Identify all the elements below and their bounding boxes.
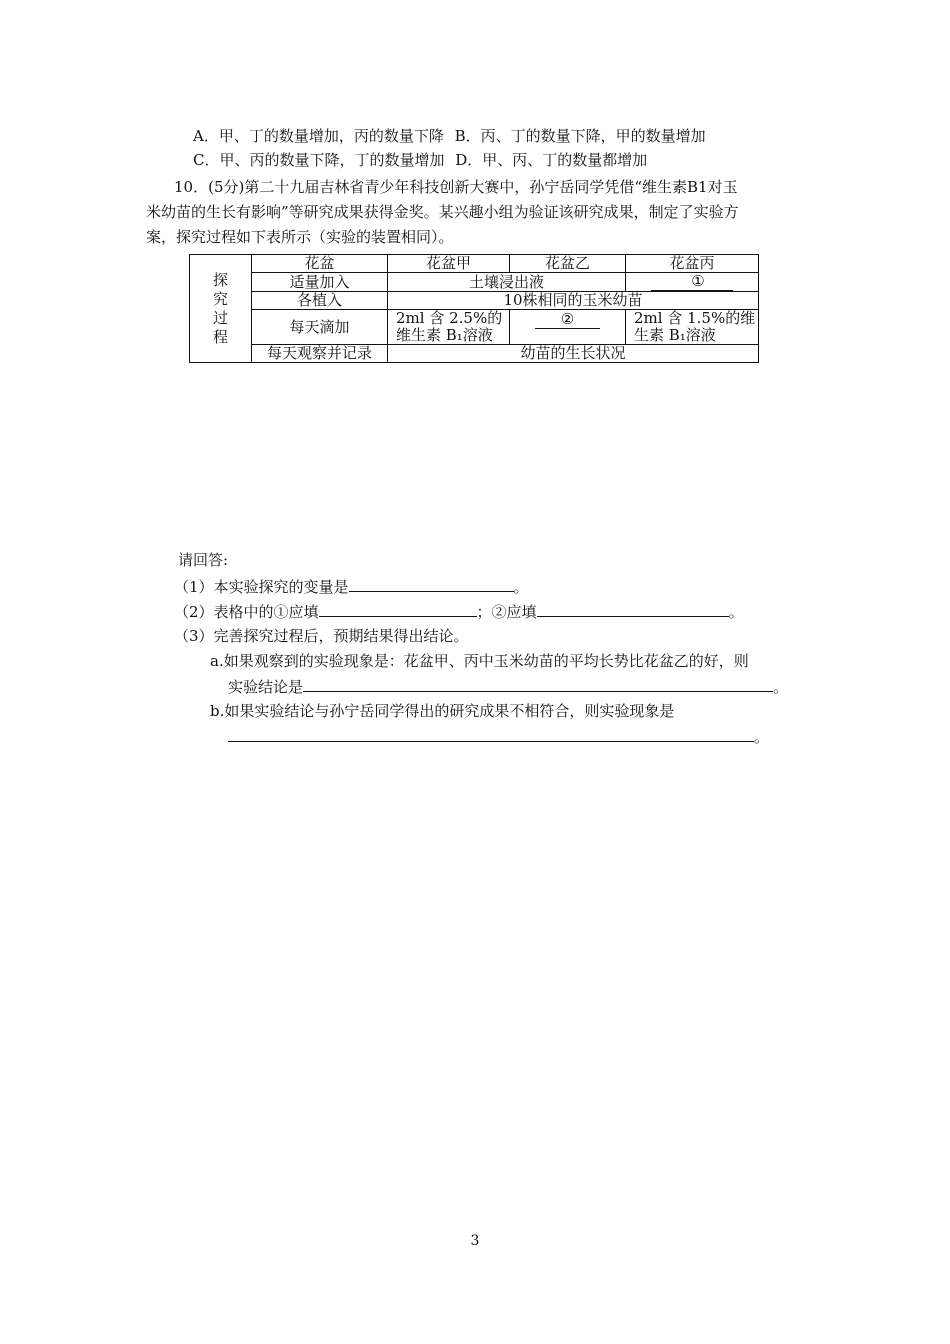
question-10-line-2: 米幼苗的生长有影响”等研究成果获得金奖。某兴趣小组为验证该研究成果，制定了实验方 — [146, 203, 739, 221]
answer-2-blank-2[interactable] — [537, 601, 729, 617]
table-cell: 2ml 含 1.5%的维 生素 B₁溶液 — [626, 310, 759, 345]
header-cell: 花盆 — [252, 255, 388, 273]
answer-3a-blank[interactable] — [303, 676, 773, 692]
header-cell: 花盆乙 — [510, 255, 626, 273]
question-3a-line-2: 实验结论是 。 — [228, 678, 789, 696]
option-c: C．甲、丙的数量下降，丁的数量增加 — [193, 151, 445, 169]
table-cell: 2ml 含 2.5%的 维生素 B₁溶液 — [388, 310, 510, 345]
question-3b-line-1: b.如果实验结论与孙宁岳同学得出的研究成果不相符合，则实验现象是 — [210, 702, 675, 720]
option-a: A．甲、丁的数量增加，丙的数量下降 — [193, 127, 444, 145]
answer-3b-blank[interactable] — [228, 726, 754, 742]
row-label: 适量加入 — [252, 273, 388, 292]
experiment-table — [189, 254, 759, 363]
table-cell: 10株相同的玉米幼苗 — [388, 292, 759, 310]
table-row — [190, 273, 759, 292]
blank-2-cell — [510, 310, 626, 345]
option-d: D．甲、丙、丁的数量都增加 — [455, 151, 648, 169]
blank-1-cell — [626, 273, 759, 292]
table-side-label: 探 究 过 程 — [190, 255, 252, 363]
question-10-line-3: 案，探究过程如下表所示（实验的装置相同）。 — [146, 228, 454, 246]
table-row — [190, 310, 759, 345]
page-number: 3 — [470, 1233, 480, 1249]
options-row-ab — [193, 126, 706, 146]
answer-1-blank[interactable] — [349, 576, 514, 592]
table-row — [190, 292, 759, 310]
row-label: 每天滴加 — [252, 310, 388, 345]
answer-2-blank-1[interactable] — [319, 601, 477, 617]
options-row-cd — [193, 150, 647, 170]
question-3a-line-1: a.如果观察到的实验现象是：花盆甲、丙中玉米幼苗的平均长势比花盆乙的好，则 — [210, 652, 749, 670]
header-cell: 花盆丙 — [626, 255, 759, 273]
question-3b-line-2: 。 — [228, 726, 769, 747]
blank-2: ② — [535, 311, 600, 329]
header-cell: 花盆甲 — [388, 255, 510, 273]
table-cell: 土壤浸出液 — [388, 273, 626, 292]
row-label: 每天观察并记录 — [252, 345, 388, 363]
table-row — [190, 345, 759, 363]
option-b: B．丙、丁的数量下降，甲的数量增加 — [454, 127, 706, 145]
blank-1: ① — [651, 273, 732, 291]
table-cell: 幼苗的生长状况 — [388, 345, 759, 363]
question-2: （2）表格中的①应填 ；②应填 。 — [174, 603, 744, 621]
answers-intro: 请回答: — [178, 551, 229, 569]
question-1: （1）本实验探究的变量是 。 — [174, 578, 529, 596]
table-row — [190, 255, 759, 273]
question-10-line-1: 10．(5分)第二十九届吉林省青少年科技创新大赛中，孙宁岳同学凭借“维生素B1对玉 — [174, 178, 738, 196]
question-3: （3）完善探究过程后，预期结果得出结论。 — [174, 627, 469, 645]
row-label: 各植入 — [252, 292, 388, 310]
